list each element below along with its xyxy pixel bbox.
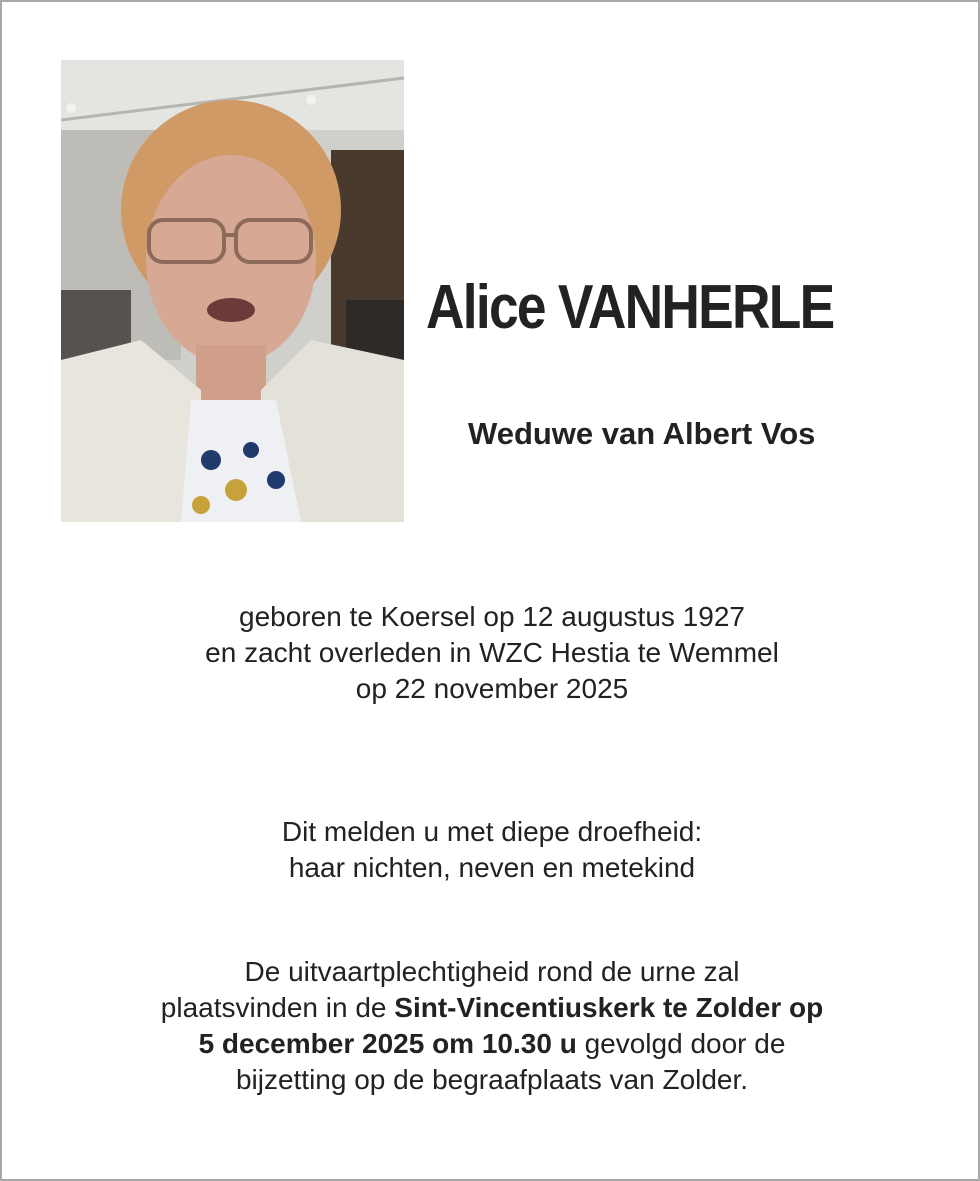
deceased-name: Alice VANHERLE xyxy=(426,273,834,342)
widow-of: Weduwe van Albert Vos xyxy=(468,416,816,451)
funeral-info xyxy=(2,954,980,1098)
notice-line: Dit melden u met diepe droefheid: xyxy=(281,816,703,847)
portrait-photo xyxy=(61,60,404,522)
funeral-line-3 xyxy=(2,1026,980,1062)
funeral-line-3-rest: gevolgd door de xyxy=(576,1028,786,1059)
birth-line: geboren te Koersel op 12 augustus 1927 xyxy=(239,601,745,632)
death-date-line: op 22 november 2025 xyxy=(355,673,629,704)
funeral-line-4: bijzetting op de begraafplaats van Zolder. xyxy=(235,1064,749,1095)
mourners-notice xyxy=(2,814,980,886)
funeral-line-2-intro: plaatsvinden in de xyxy=(160,992,395,1023)
death-line: en zacht overleden in WZC Hestia te Wemmel xyxy=(205,637,779,668)
funeral-datetime: 5 december 2025 om 10.30 u xyxy=(198,1028,577,1059)
funeral-line-1: De uitvaartplechtigheid rond de urne zal xyxy=(244,956,740,987)
birth-death-info xyxy=(2,599,980,707)
church-name: Sint-Vincentiuskerk te Zolder op xyxy=(394,992,824,1023)
mourners-line: haar nichten, neven en metekind xyxy=(288,852,696,883)
funeral-line-2 xyxy=(2,990,980,1026)
